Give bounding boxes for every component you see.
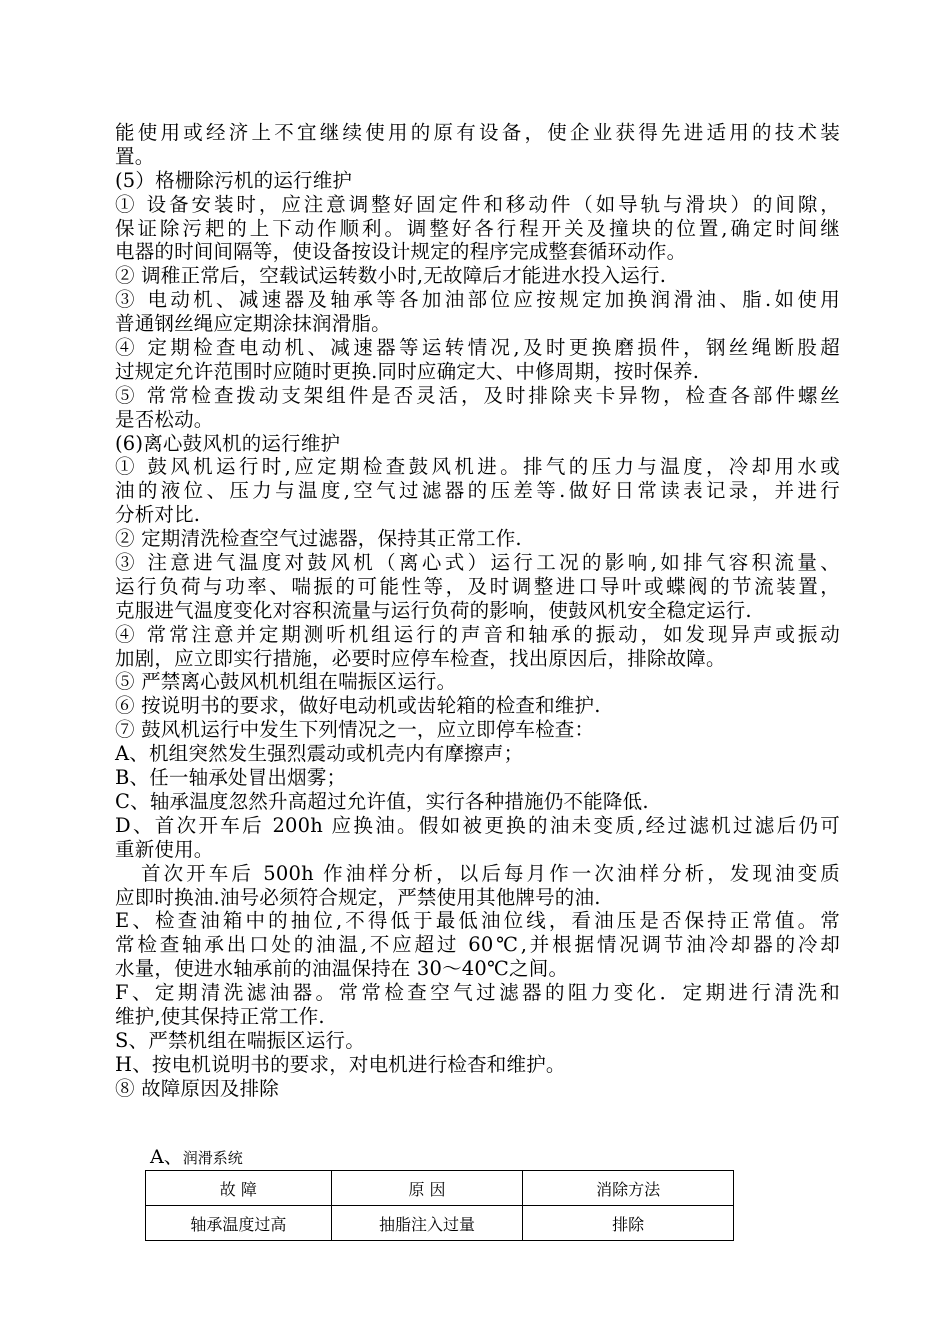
fault-table <box>145 1170 734 1241</box>
text-line: ③ 电动机、减速器及轴承等各加油部位应按规定加换润滑油、脂.如使用 <box>115 288 840 312</box>
text-line: 重新使用。 <box>115 837 214 861</box>
text-line: D、首次开车后 200h 应换油。假如被更换的油未变质,经过滤机过滤后仍可 <box>115 813 840 837</box>
text-line: 运行负荷与功率、喘振的可能性等，及时调整进口导叶或蝶阀的节流装置， <box>115 574 840 598</box>
text-line: ⑥ 按说明书的要求，做好电动机或齿轮箱的检查和维护. <box>115 694 601 718</box>
text-line: ① 设备安装时，应注意调整好固定件和移动件（如导轨与滑块）的间隙， <box>115 192 840 216</box>
text-line: ③ 注意进气温度对鼓风机（离心式）运行工况的影响,如排气容积流量、 <box>115 551 840 575</box>
text-line: B、任一轴承处冒出烟雾； <box>115 766 347 790</box>
table-row <box>146 1206 734 1241</box>
text-line: (5）格栅除污机的运行维护 <box>115 168 353 192</box>
cell-fault: 轴承温度过高 <box>146 1206 332 1241</box>
header-fault: 故 障 <box>146 1171 332 1206</box>
text-line: 维护,使其保持正常工作. <box>115 1004 325 1028</box>
table-caption <box>150 1146 243 1169</box>
text-line: ⑤ 严禁离心鼓风机机组在喘振区运行。 <box>115 670 457 694</box>
header-cause: 原 因 <box>331 1171 523 1206</box>
text-line: S、严禁机组在喘振区运行。 <box>115 1028 365 1052</box>
text-line: ④ 常常注意并定期测听机组运行的声音和轴承的振动，如发现异声或振动 <box>115 622 840 646</box>
text-line: 首次开车后 500h 作油样分析，以后每月作一次油样分析，发现油变质 <box>141 861 840 885</box>
text-line: 过规定允许范围时应随时更换.同时应确定大、中修周期，按时保养. <box>115 359 700 383</box>
text-line: 置。 <box>115 144 155 168</box>
text-line: ⑧ 故障原因及排除 <box>115 1076 279 1100</box>
text-line: ⑦ 鼓风机运行中发生下列情况之一，应立即停车检查： <box>115 718 595 742</box>
text-line: 能使用或经济上不宜继续使用的原有设备，使企业获得先进适用的技术装 <box>115 121 840 144</box>
text-line: 油的液位、压力与温度,空气过滤器的压差等.做好日常读表记录，并进行 <box>115 479 840 503</box>
text-line: ① 鼓风机运行时,应定期检查鼓风机进。排气的压力与温度，冷却用水或 <box>115 455 840 479</box>
text-line: H、按电机说明书的要求，对电机进行检杳和维护。 <box>115 1052 566 1076</box>
text-line: 普通钢丝绳应定期涂抹润滑脂。 <box>115 312 391 336</box>
text-line: 水量，使进水轴承前的油温保持在 30～40℃之间。 <box>115 957 569 981</box>
document-body <box>115 121 840 1101</box>
text-line: 分析对比. <box>115 503 201 527</box>
text-line: ④ 定期检查电动机、减速器等运转情况,及时更换磨损件，钢丝绳断股超 <box>115 336 840 360</box>
table-caption-letter: A、 <box>150 1146 183 1168</box>
text-line: 常检查轴承出口处的油温,不应超过 60℃,并根据情况调节油冷却器的冷却 <box>115 933 840 957</box>
text-line: ② 调稚正常后，空载试运转数小时,无故障后才能进水投入运行. <box>115 264 667 288</box>
table-header-row <box>146 1171 734 1206</box>
cell-remedy: 排除 <box>523 1206 734 1241</box>
text-line: A、机组突然发生强烈震动或机壳内有摩擦声； <box>115 742 524 766</box>
table-caption-label: 润滑系统 <box>182 1149 243 1167</box>
text-line: C、轴承温度忽然升高超过允许值，实行各种措施仍不能降低. <box>115 789 649 813</box>
text-line: E、检查油箱中的抽位,不得低于最低油位线，看油压是否保持正常值。常 <box>115 909 840 933</box>
text-line: ② 定期清洗检查空气过滤器，保持其正常工作. <box>115 527 522 551</box>
text-line: 是否松动。 <box>115 407 214 431</box>
text-line: 保证除污耙的上下动作顺利。调整好各行程开关及撞块的位置,确定时间继 <box>115 216 840 240</box>
text-line: F、定期清洗滤油器。常常检查空气过滤器的阻力变化．定期进行清洗和 <box>115 981 840 1005</box>
cell-cause: 抽脂注入过量 <box>331 1206 523 1241</box>
text-line: 加剧，应立即实行措施，必要时应停车检查，找出原因后，排除故障。 <box>115 646 726 670</box>
text-line: (6)离心鼓风机的运行维护 <box>115 431 341 455</box>
text-line: 电器的时间间隔等，使设备按设计规定的程序完成整套循环动作。 <box>115 240 687 264</box>
text-line: 克服进气温度变化对容积流量与运行负荷的影响，使鼓风机安全稳定运行. <box>115 598 752 622</box>
header-remedy: 消除方法 <box>523 1171 734 1206</box>
text-line: 应即时换油.油号必须符合规定，严禁使用其他牌号的油. <box>115 885 601 909</box>
text-line: ⑤ 常常检查拨动支架组件是否灵活，及时排除夹卡异物，检查各部件螺丝 <box>115 383 840 407</box>
